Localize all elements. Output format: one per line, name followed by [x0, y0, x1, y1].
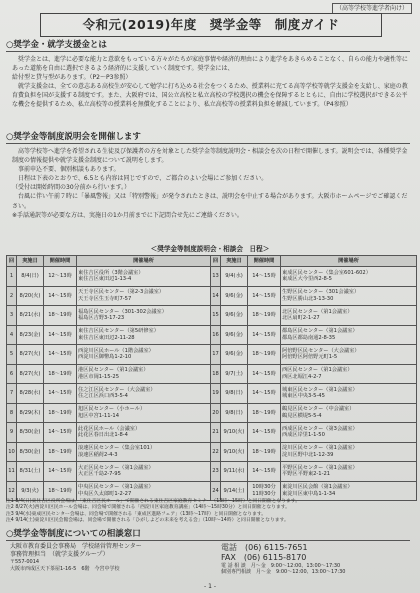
schedule-caption: ＜奨学金等制度説明会・相談会 日程＞ [150, 245, 270, 253]
session-time: 14〜15時 [44, 423, 77, 443]
table-row [7, 403, 417, 423]
session-date: 8/27(火) [17, 345, 44, 365]
briefing-description [12, 147, 408, 220]
session-venue: 東住吉区役所（3階会議室） 東住吉区東田辺1-13-4 [77, 267, 211, 287]
session-venue: 西成区民センター（第3会議室） 西成区岸里1-1-50 [281, 423, 417, 443]
session-number: 13 [211, 267, 221, 287]
note-line: 注3 9/4(水)東成区民センター会場は、同会場で開催される「東成区進路フェア」（13時〜17時）と同日開催となります。 [6, 511, 267, 517]
session-date: 8/23(金) [17, 325, 44, 345]
note-line: 注1 8/4(日)東住吉区役所会場は、「東住吉区民ホール」で開催される東住吉区家庭教育セミナー（13時〜15時）と同日開催となります。 [6, 499, 300, 504]
session-venue: 淀川区民センター（第1会議室） 淀川区野中北1-12-39 [281, 442, 417, 462]
session-date: 8/4(日) [17, 267, 44, 287]
session-venue: 鶴見区民センター（中会議室） 鶴見区横堤5-5-4 [281, 403, 417, 423]
session-venue: 阿倍野区民センター（大会議室） 阿倍野区阿倍野元町1-5 [281, 345, 417, 365]
note-line: 注2 8/27(火)西淀川区民ホール会場は、同会場で開催される「西淀川区家庭教育講座」（14時〜15時30分）と同日開催となります。 [6, 505, 290, 511]
paragraph-line: 給付型と貸与型があります。（P2〜P3参照） [12, 74, 132, 82]
session-number: 2 [7, 286, 17, 306]
column-header: 開催時間 [248, 256, 281, 267]
audience-label: （高等学校等進学者向け） [332, 3, 412, 14]
phone-hours: 電 話 相 談 月〜金 9:00〜12:00、13:00〜17:30 [221, 563, 341, 569]
paragraph-line: 台風に伴い午前７時に「暴風警報」又は「特別警報」が発令されたときは、説明会を中止する場合があります。大阪市ホームページでご確認ください。 [12, 193, 408, 210]
consult-hours: 個別専門相談 月〜金 9:00〜12:00、13:00〜17:30 [221, 569, 346, 576]
fax-number: (06) 6115-8170 [243, 553, 307, 562]
section-heading-scholarship: ○奨学金・就学支援金とは [6, 40, 107, 50]
column-header: 実施日 [221, 256, 248, 267]
office-department: 事務管理担当 （就学支援グループ） [10, 551, 109, 558]
session-date: 9/6(金) [221, 325, 248, 345]
session-time: 14〜15時 [248, 384, 281, 404]
session-time: 18〜19時 [44, 442, 77, 462]
session-date: 8/29(木) [17, 403, 44, 423]
schedule-table [6, 255, 417, 501]
table-row [7, 267, 417, 287]
session-time: 18〜19時 [44, 481, 77, 501]
paragraph-line: 事前申込不要、個別相談もあります。 [12, 166, 120, 174]
session-number: 6 [7, 364, 17, 384]
session-venue: 天王寺区民センター（第2-3会議室） 天王寺区生玉寺町7-57 [77, 286, 211, 306]
session-venue: 生野区民センター（301会議室） 生野区勝山北3-13-30 [281, 286, 417, 306]
session-date: 9/6(金) [221, 286, 248, 306]
session-number: 10 [7, 442, 17, 462]
session-time: 14〜15時 [248, 286, 281, 306]
session-date: 8/30(金) [17, 442, 44, 462]
session-date: 8/28(水) [17, 384, 44, 404]
session-time: 18〜19時 [248, 345, 281, 365]
session-number: 1 [7, 267, 17, 287]
section-heading-consultation: ○奨学金等制度についての相談窓口 [6, 529, 141, 539]
table-row [7, 423, 417, 443]
session-venue: 大正区民センター（第1会議室） 大正区千島2-7-95 [77, 462, 211, 482]
contact-numbers [221, 543, 416, 575]
session-date: 9/8(日) [221, 403, 248, 423]
session-date: 9/14(土) [221, 481, 248, 501]
scholarship-description [12, 55, 408, 110]
session-venue: 都島区民センター（第1会議室） 都島区都島南通2-8-35 [281, 325, 417, 345]
session-venue: 東成区民センター（集会室601-602） 東成区大今里西2-8-5 [281, 267, 417, 287]
table-row [7, 345, 417, 365]
schedule-notes [6, 499, 416, 524]
session-venue: 東住吉区民センター（第5研修室） 東住吉区東田辺2-11-28 [77, 325, 211, 345]
fax-label: FAX [221, 553, 236, 562]
session-venue: 平野区民センター（第1会議室） 平野区平野東2-1-21 [281, 462, 417, 482]
session-number: 16 [211, 325, 221, 345]
column-header: 回 [211, 256, 221, 267]
session-number: 22 [211, 442, 221, 462]
table-row [7, 364, 417, 384]
session-time: 14〜15時 [248, 267, 281, 287]
paragraph-line: 日程は下表のとおりで、6.5とも内容は同じですので、ご都合のよい会場にご参加ください。 [12, 175, 268, 183]
session-venue: 北区民センター（第1会議室） 北区扇町2-1-27 [281, 306, 417, 326]
session-date: 9/10(火) [221, 423, 248, 443]
paragraph-line: ※手話通訳等が必要な方は、実施日の1か月前までに下記問合せ先にご連絡ください。 [12, 211, 243, 219]
session-time: 14〜15時 [44, 325, 77, 345]
office-address: 大阪市西成区天下茶屋1-16-5 6階 今宮中学校 [10, 565, 120, 572]
fax-row [221, 553, 416, 563]
table-row [7, 325, 417, 345]
session-number: 5 [7, 345, 17, 365]
page-number: - 1 - [204, 583, 216, 590]
session-number: 14 [211, 286, 221, 306]
phone-row [221, 543, 416, 553]
table-row [7, 442, 417, 462]
session-number: 4 [7, 325, 17, 345]
session-number: 11 [7, 462, 17, 482]
column-header: 開催場所 [77, 256, 211, 267]
session-date: 9/3(火) [17, 481, 44, 501]
session-date: 9/6(金) [221, 306, 248, 326]
section-heading-briefing: ○奨学金等制度説明会を開催します [6, 132, 141, 142]
session-number: 21 [211, 423, 221, 443]
session-number: 9 [7, 423, 17, 443]
paragraph-line: （受付は開始時間の30分前から行います。） [12, 184, 131, 192]
table-row [7, 306, 417, 326]
session-number: 17 [211, 345, 221, 365]
postal-code: 〒557-0014 [10, 559, 40, 565]
table-row [7, 462, 417, 482]
column-header: 開催時間 [44, 256, 77, 267]
phone-label: 電話 [221, 543, 237, 552]
session-date: 8/21(水) [17, 306, 44, 326]
phone-number: (06) 6115-7651 [245, 543, 308, 552]
session-number: 18 [211, 364, 221, 384]
session-time: 14〜15時 [248, 462, 281, 482]
session-time: 18〜19時 [248, 403, 281, 423]
schedule-body [7, 267, 417, 501]
table-row [7, 481, 417, 501]
session-date: 9/4(水) [221, 267, 248, 287]
session-time: 14〜15時 [44, 345, 77, 365]
session-time: 14〜15時 [44, 462, 77, 482]
note-line: 注4 9/14(土)東淀川区民会館会場は、同会場で開催される「ひがしよどの未来を考える会」（10時〜14時）と同日開催となります。 [6, 517, 289, 523]
session-number: 12 [7, 481, 17, 501]
session-venue: 中央区民センター（第1会議室） 中央区久太郎町1-2-27 [77, 481, 211, 501]
session-number: 23 [211, 462, 221, 482]
column-header: 実施日 [17, 256, 44, 267]
session-time: 12〜13時 [44, 267, 77, 287]
session-venue: 浪速区民センター（集会室101） 浪速区稲荷2-4-3 [77, 442, 211, 462]
session-number: 3 [7, 306, 17, 326]
session-date: 8/20(火) [17, 286, 44, 306]
paragraph-line: 就学支援金は、全ての意志ある高校生が安心して勉学に打ち込める社会をつくるため、授業料に充てる高等学校等就学支援金を支給し、家庭の教育費負担を国が支援する制度です。また、大阪府では、国公立高校と私立高校の学校選択の機会を保障するとともに、自由に学校選択ができる公平な機会を提供するため、私立高校等の授業料を無償化することにより、私立高校等の授業料負担を軽減しています。（P4参照） [12, 83, 408, 109]
session-date: 8/27(火) [17, 364, 44, 384]
session-number: 15 [211, 306, 221, 326]
column-header: 回 [7, 256, 17, 267]
session-venue: 旭区民センター（小ホール） 旭区中宮1-11-14 [77, 403, 211, 423]
paragraph-line: 高等学校等へ進学を希望される生徒及び保護者の方を対象とした奨学金等制度説明会・相談会を次の日程で開催します。説明会では、各種奨学金制度の情報提供や就学支援金制度について説明をします。 [12, 148, 408, 165]
session-number: 19 [211, 384, 221, 404]
session-time: 10時30分 11時30分 [248, 481, 281, 501]
session-number: 24 [211, 481, 221, 501]
session-date: 8/30(金) [17, 423, 44, 443]
session-venue: 此花区民ホール（会議室） 此花区春日出北1-8-4 [77, 423, 211, 443]
session-venue: 城東区民センター（第1会議室） 城東区中央3-5-45 [281, 384, 417, 404]
session-venue: 西淀川区民ホール（1階会議室） 西淀川区御幣島1-2-10 [77, 345, 211, 365]
session-venue: 港区民センター（第1会議室） 港区市岡1-15-25 [77, 364, 211, 384]
session-date: 9/10(火) [221, 442, 248, 462]
session-time: 18〜19時 [248, 306, 281, 326]
session-date: 9/11(水) [221, 462, 248, 482]
column-header: 開催場所 [281, 256, 417, 267]
office-name: 大阪市教育委員会事務局 学校経営管理センター [10, 543, 142, 550]
session-venue: 福島区民センター（301-302会議室） 福島区吉野3-17-23 [77, 306, 211, 326]
session-date: 8/31(土) [17, 462, 44, 482]
session-date: 9/7(土) [221, 364, 248, 384]
section-divider [6, 51, 410, 52]
paragraph-line: 奨学金とは、進学に必要な能力と意欲をもっている方々がたちが家庭事情や経済的理由により進学をあきらめることなく、自らの能力や適性等にあった道筋を自由に選択できるよう経済的に支援していく制度です。奨学金には、 [12, 56, 408, 73]
session-time: 18〜19時 [44, 403, 77, 423]
session-venue: 東淀川区民会館（第1会議室） 東淀川区東中島1-1-34 [281, 481, 417, 501]
table-header-row [7, 256, 417, 267]
session-time: 14〜15時 [248, 364, 281, 384]
session-venue: 住之江区民センター（大会議室） 住之江区浜口西3-5-4 [77, 384, 211, 404]
table-row [7, 384, 417, 404]
office-info [10, 543, 142, 572]
session-time: 14〜15時 [44, 384, 77, 404]
section-divider [6, 540, 410, 541]
session-date: 9/8(日) [221, 384, 248, 404]
page-title: 令和元(2019)年度 奨学金等 制度ガイド [40, 13, 382, 37]
session-number: 8 [7, 403, 17, 423]
session-time: 14〜15時 [44, 286, 77, 306]
session-number: 20 [211, 403, 221, 423]
session-number: 7 [7, 384, 17, 404]
session-time: 18〜19時 [44, 364, 77, 384]
section-divider [6, 143, 410, 144]
session-venue: 西区民センター（第1会議室） 西区北堀江4-2-7 [281, 364, 417, 384]
session-date: 9/6(金) [221, 345, 248, 365]
session-time: 18〜19時 [248, 442, 281, 462]
session-time: 14〜15時 [248, 325, 281, 345]
session-time: 18〜19時 [44, 306, 77, 326]
session-time: 14〜15時 [248, 423, 281, 443]
table-row [7, 286, 417, 306]
